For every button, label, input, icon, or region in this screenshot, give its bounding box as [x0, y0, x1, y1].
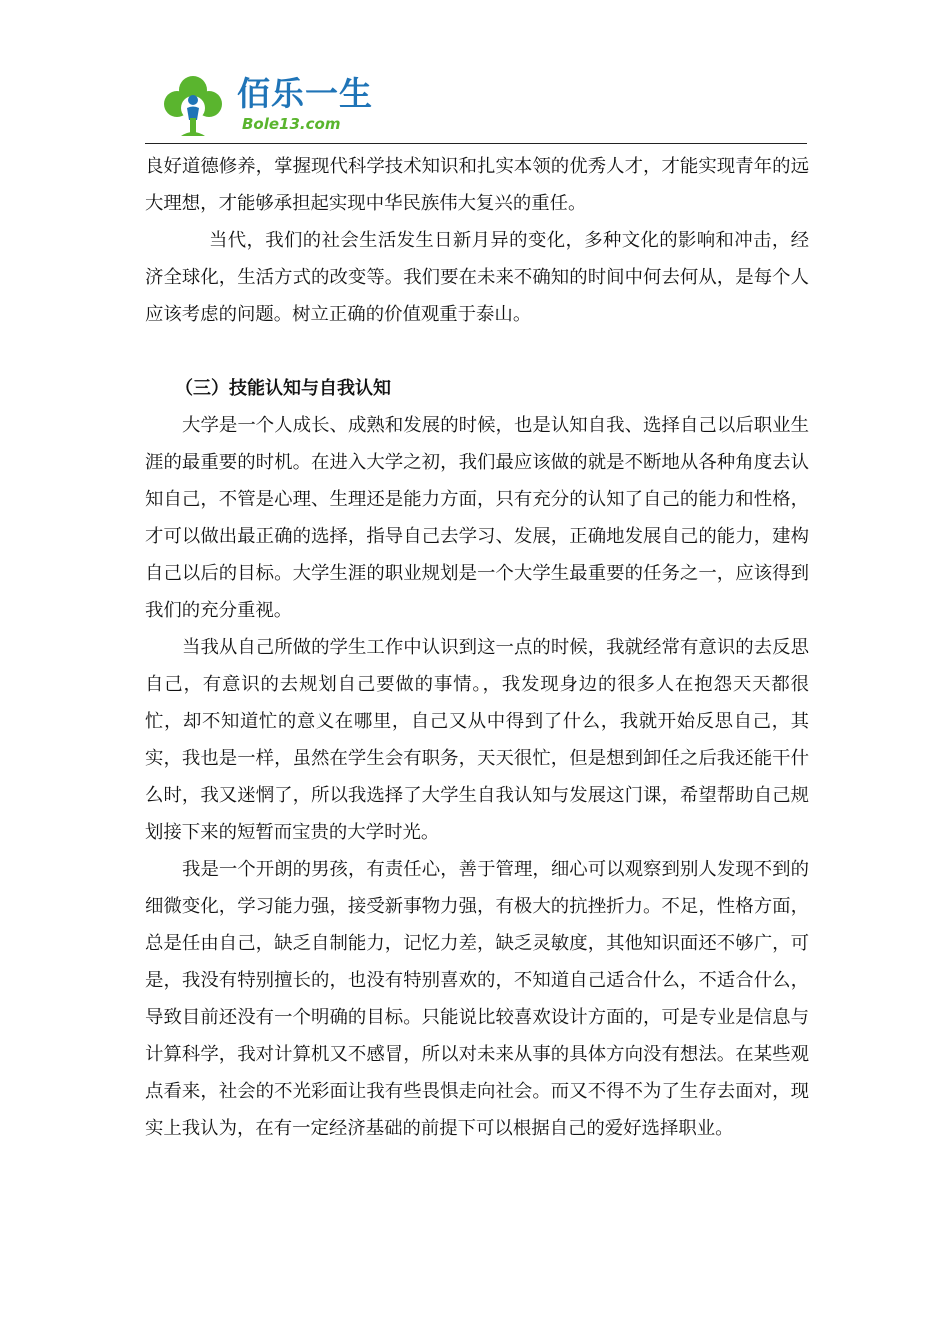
page-header — [145, 62, 807, 144]
paragraph-continued: 良好道德修养，掌握现代科学技术知识和扎实本领的优秀人才，才能实现青年的远大理想，才能够承担起实现中华民族伟大复兴的重任。 — [145, 156, 809, 214]
logo-url: Bole13.com — [242, 115, 341, 133]
paragraph: 当我从自己所做的学生工作中认识到这一点的时候，我就经常有意识的去反思自己，有意识的去规划自己要做的事情。，我发现身边的很多人在抱怨天天都很忙，却不知道忙的意义在哪里，自己又从中得到了什么，我就开始反思自己，其实，我也是一样，虽然在学生会有职务，天天很忙，但是想到卸任之后我还能干什么时，我又迷惘了，所以我选择了大学生自我认知与发展这门课，希望帮助自己规划接下来的短暂而宝贵的大学时光。 — [145, 637, 809, 843]
logo-name: 佰乐一生 — [237, 74, 373, 113]
paragraph: 我是一个开朗的男孩，有责任心，善于管理，细心可以观察到别人发现不到的细微变化，学习能力强，接受新事物力强，有极大的抗挫折力。不足，性格方面，总是任由自己，缺乏自制能力，记忆力差，缺乏灵敏度，其他知识面还不够广，可是，我没有特别擅长的，也没有特别喜欢的，不知道自己适合什么，不适合什么，导致目前还没有一个明确的目标。只能说比较喜欢设计方面的，可是专业是信息与计算科学，我对计算机又不感冒，所以对未来从事的具体方向没有想法。在某些观点看来，社会的不光彩面让我有些畏惧走向社会。而又不得不为了生存去面对，现实上我认为，在有一定经济基础的前提下可以根据自己的爱好选择职业。 — [145, 859, 809, 1139]
header-divider — [145, 143, 807, 144]
document-body — [145, 148, 809, 1147]
paragraph: 大学是一个人成长、成熟和发展的时候，也是认知自我、选择自己以后职业生涯的最重要的时机。在进入大学之初，我们最应该做的就是不断地从各种角度去认知自己，不管是心理、生理还是能力方面，只有充分的认知了自己的能力和性格，才可以做出最正确的选择，指导自己去学习、发展，正确地发展自己的能力，建构自己以后的目标。大学生涯的职业规划是一个大学生最重要的任务之一，应该得到我们的充分重视。 — [145, 415, 809, 621]
paragraph: 当代，我们的社会生活发生日新月异的变化，多种文化的影响和冲击，经济全球化，生活方式的改变等。我们要在未来不确知的时间中何去何从，是每个人应该考虑的问题。树立正确的价值观重于泰山。 — [145, 230, 809, 325]
spacer — [145, 333, 809, 370]
section-heading: （三）技能认知与自我认知 — [175, 378, 391, 399]
tree-person-logo-icon — [163, 72, 223, 138]
